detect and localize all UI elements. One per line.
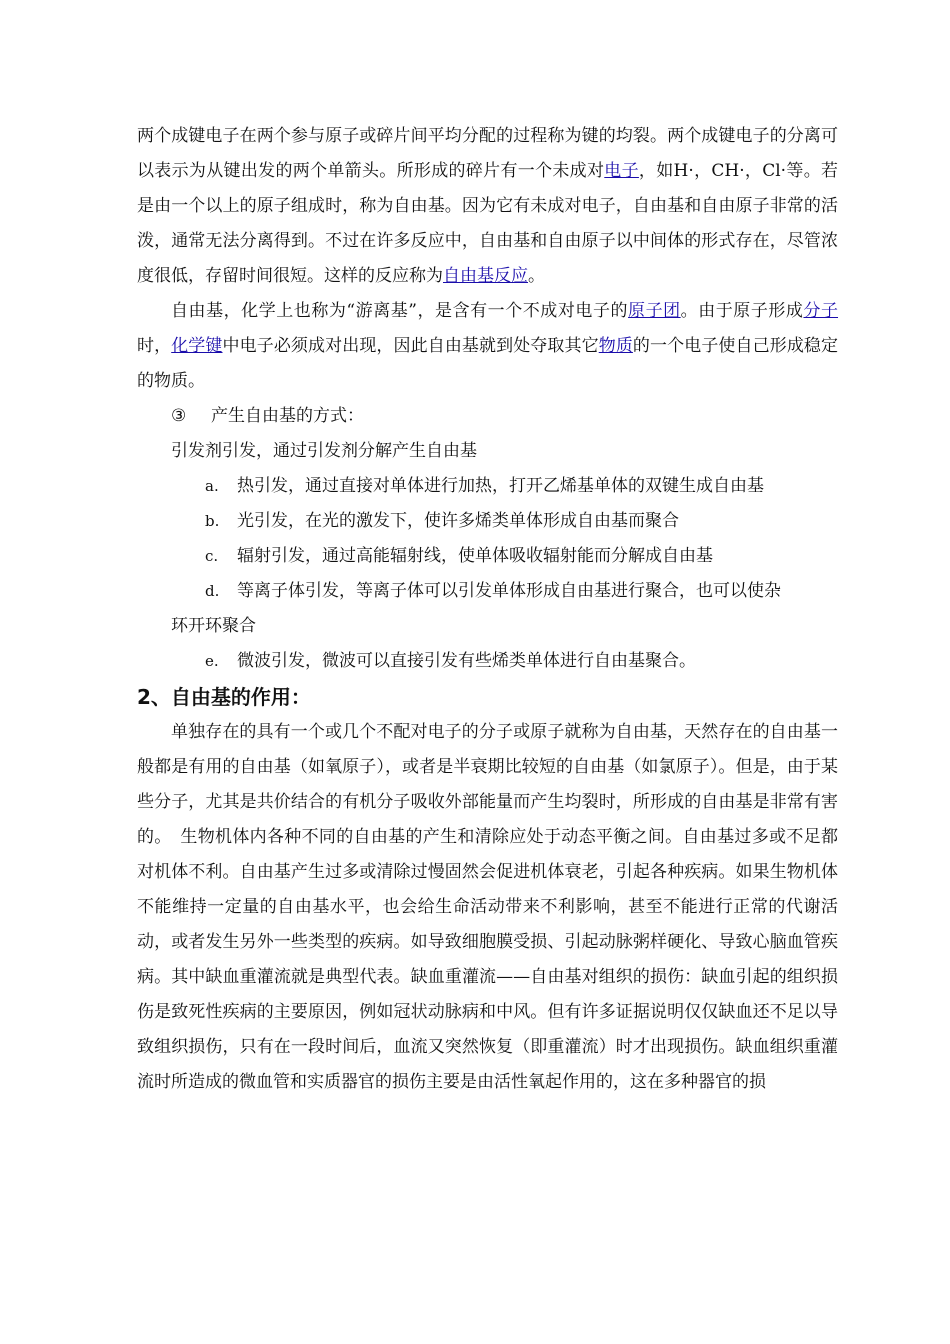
paragraph-free-radical-definition: 自由基，化学上也称为“游离基”，是含有一个不成对电子的原子团。由于原子形成分子时，化学键中电子必须成对出现，因此自由基就到处夺取其它物质的一个电子使自己形成稳定的物质。 bbox=[137, 301, 839, 391]
method-d-continued: 环开环聚合 bbox=[171, 616, 256, 636]
link-substance[interactable]: 物质 bbox=[598, 336, 633, 356]
initiator-line: 引发剂引发，通过引发剂分解产生自由基 bbox=[171, 441, 477, 461]
link-free-radical-reaction[interactable]: 自由基反应 bbox=[443, 266, 528, 286]
method-d-text: 等离子体引发，等离子体可以引发单体形成自由基进行聚合，也可以使杂 bbox=[237, 581, 781, 601]
method-c-text: 辐射引发，通过高能辐射线，使单体吸收辐射能而分解成自由基 bbox=[237, 546, 713, 566]
section-2-heading: 2、自由基的作用： bbox=[137, 685, 311, 709]
method-d bbox=[205, 574, 838, 609]
section-2-body: 单独存在的具有一个或几个不配对电子的分子或原子就称为自由基，天然存在的自由基一般都是有用的自由基（如氧原子），或者是半衰期比较短的自由基（如氯原子）。但是，由于某些分子，尤其是共价结合的有机分子吸收外部能量而产生均裂时，所形成的自由基是非常有害的。 生物机体内各种不同的自由基的产生和清除应处于动态平衡之间。自由基过多或不足都对机体不利。自由基产生过多或清除过慢固然会促进机体衰老，引起各种疾病。如果生物机体不能维持一定量的自由基水平，也会给生命活动带来不利影响，甚至不能进行正常的代谢活动，或者发生另外一些类型的疾病。如导致细胞膜受损、引起动脉粥样硬化、导致心脑血管疾病。其中缺血重灌流就是典型代表。缺血重灌流——自由基对组织的损伤：缺血引起的组织损伤是致死性疾病的主要原因，例如冠状动脉病和中风。但有许多证据说明仅仅缺血还不足以导致组织损伤，只有在一段时间后，血流又突然恢复（即重灌流）时才出现损伤。缺血组织重灌流时所造成的微血管和实质器官的损伤主要是由活性氧起作用的，这在多种器官的损 bbox=[137, 722, 838, 1092]
step-3-heading bbox=[171, 399, 838, 434]
method-a-marker: a. bbox=[205, 477, 219, 495]
method-e-marker: e. bbox=[205, 652, 219, 670]
method-b-marker: b. bbox=[205, 512, 220, 530]
link-atomic-group[interactable]: 原子团 bbox=[628, 301, 681, 321]
method-a bbox=[205, 469, 838, 504]
method-c bbox=[205, 539, 838, 574]
document-body bbox=[137, 119, 838, 1100]
link-electron[interactable]: 电子 bbox=[604, 161, 639, 181]
method-e bbox=[205, 644, 838, 679]
method-e-text: 微波引发，微波可以直接引发有些烯类单体进行自由基聚合。 bbox=[237, 651, 696, 671]
method-a-text: 热引发，通过直接对单体进行加热，打开乙烯基单体的双键生成自由基 bbox=[237, 476, 764, 496]
method-b bbox=[205, 504, 838, 539]
method-d-marker: d. bbox=[205, 582, 220, 600]
paragraph-homolysis: 两个成键电子在两个参与原子或碎片间平均分配的过程称为键的均裂。两个成键电子的分离可以表示为从键出发的两个单箭头。所形成的碎片有一个未成对电子，如H·，CH·，Cl·等。若是由一个以上的原子组成时，称为自由基。因为它有未成对电子，自由基和自由原子非常的活泼，通常无法分离得到。不过在许多反应中，自由基和自由原子以中间体的形式存在，尽管浓度很低，存留时间很短。这样的反应称为自由基反应。 bbox=[137, 126, 838, 286]
link-molecule[interactable]: 分子 bbox=[803, 301, 839, 321]
link-chemical-bond[interactable]: 化学键 bbox=[171, 336, 223, 356]
method-c-marker: c. bbox=[205, 547, 219, 565]
step-3-marker: ③ bbox=[171, 406, 187, 426]
step-3-text: 产生自由基的方式： bbox=[211, 406, 364, 426]
method-b-text: 光引发，在光的激发下，使许多烯类单体形成自由基而聚合 bbox=[237, 511, 679, 531]
